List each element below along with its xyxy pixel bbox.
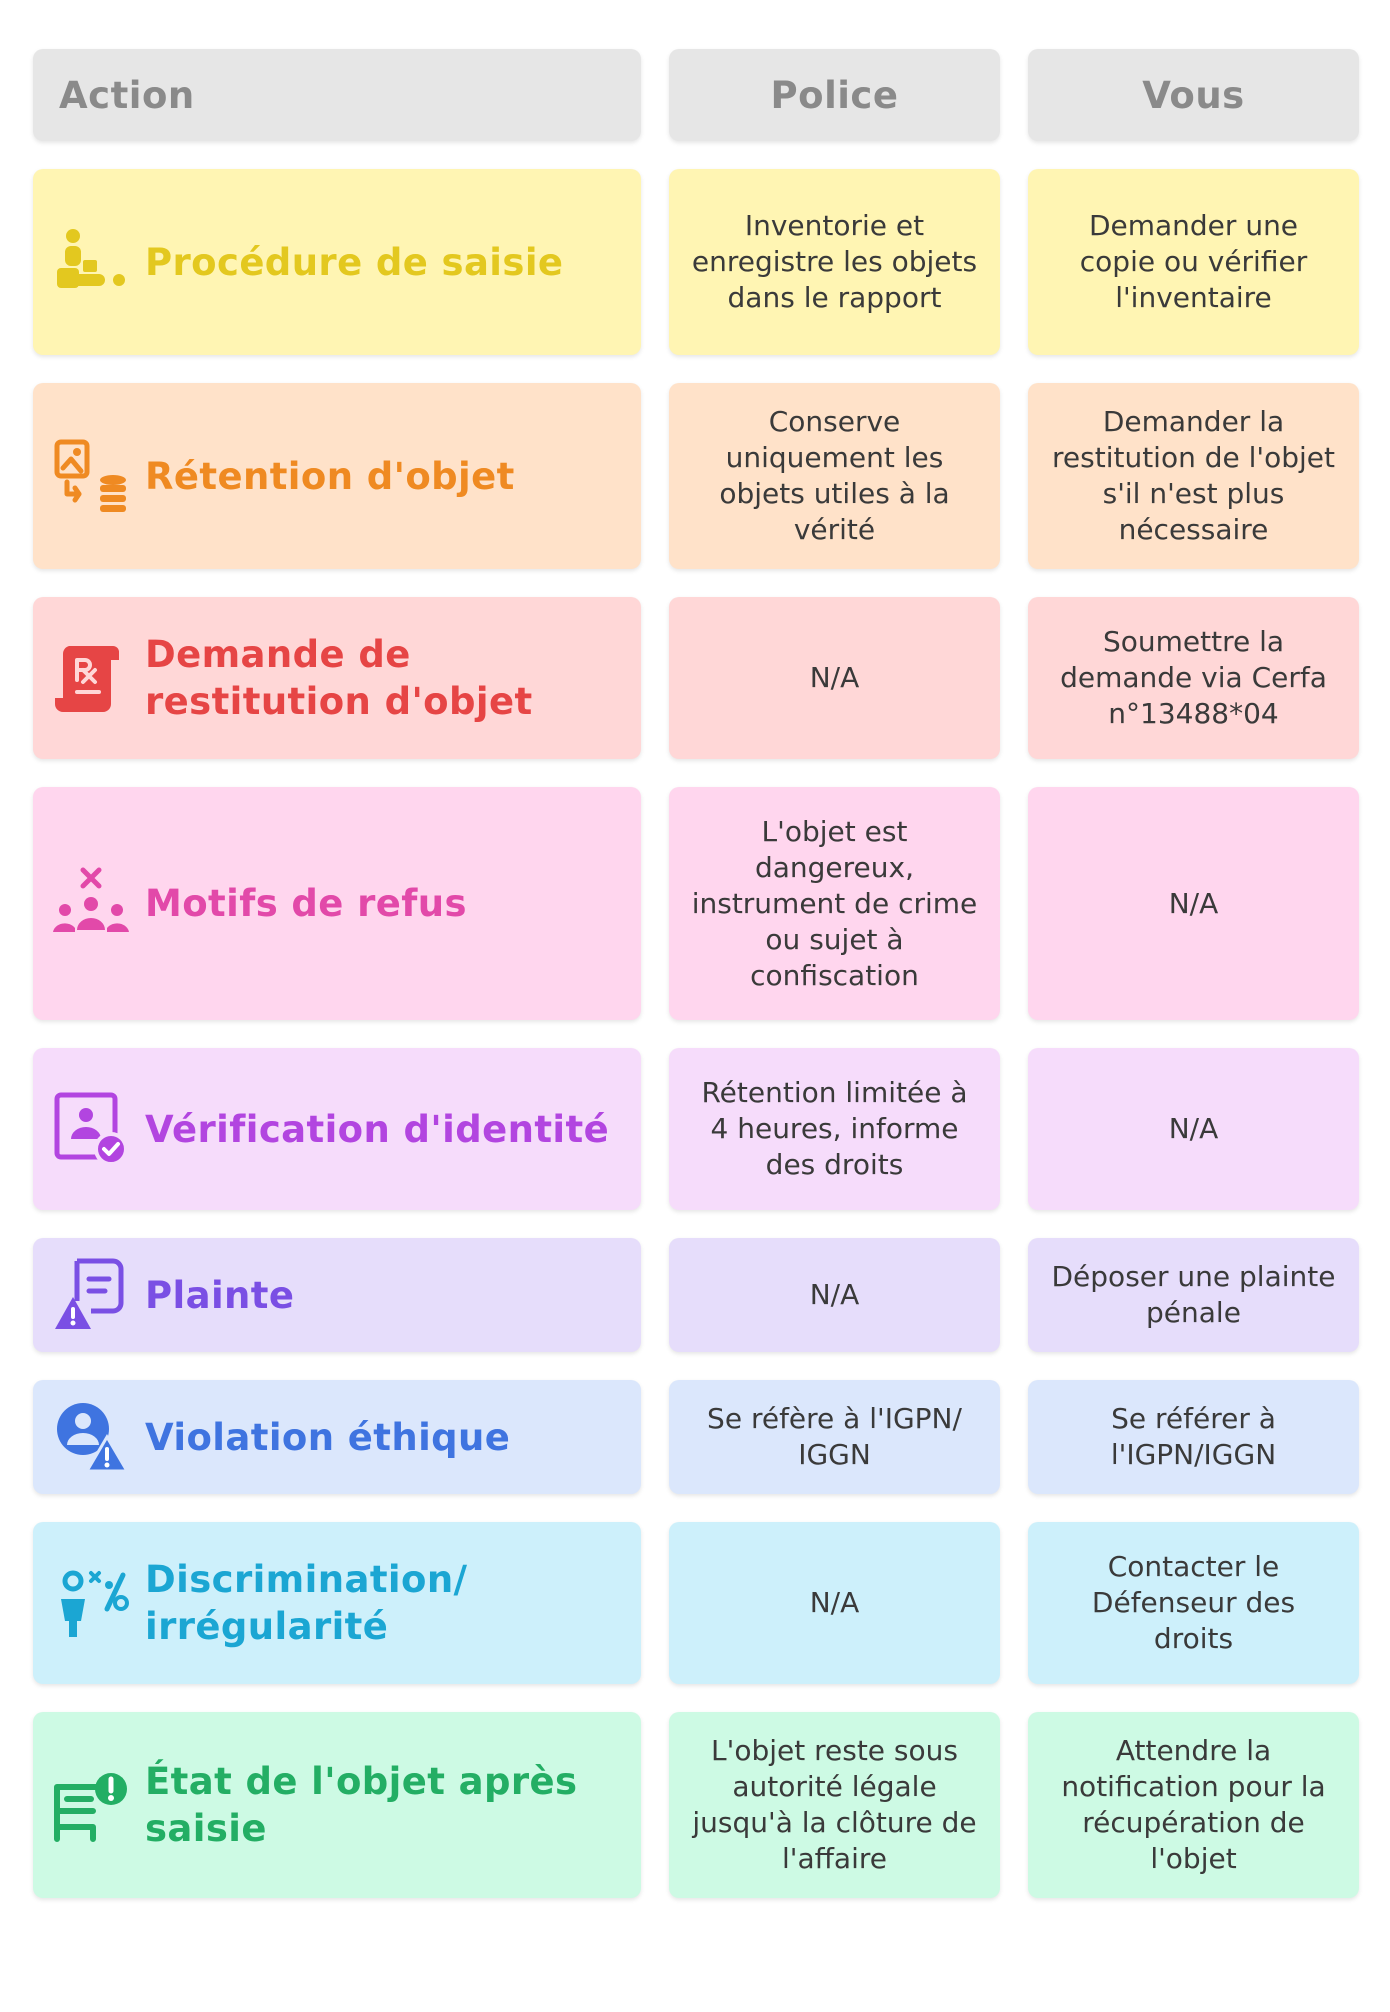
actions-table (33, 49, 1359, 1926)
action-cell (33, 169, 641, 355)
header-vous: Vous (1028, 49, 1359, 141)
action-label: Demande de restitution d'objet (145, 633, 533, 723)
action-label: Motifs de refus (145, 882, 467, 925)
table-row (33, 169, 1359, 355)
action-label: Discrimination/ irrégularité (145, 1558, 468, 1648)
table-row (33, 1380, 1359, 1494)
id-scan-check-icon (53, 1091, 129, 1167)
vous-cell: N/A (1028, 1048, 1359, 1210)
table-row (33, 787, 1359, 1020)
action-label: Vérification d'identité (145, 1107, 610, 1151)
vous-cell: Déposer une plainte pénale (1028, 1238, 1359, 1352)
action-cell (33, 1238, 641, 1352)
vous-cell: Attendre la notification pour la récupération de l'objet (1028, 1712, 1359, 1898)
police-cell: Inventorie et enregistre les objets dans le rapport (669, 169, 1000, 355)
hand-over-box-icon (53, 224, 129, 300)
action-label: Plainte (145, 1273, 295, 1317)
document-warning-icon (53, 1257, 129, 1333)
prescription-form-icon (53, 640, 129, 716)
table-row (33, 597, 1359, 759)
police-cell: N/A (669, 1522, 1000, 1684)
action-label: Rétention d'objet (145, 454, 515, 498)
person-percent-icon (53, 1565, 129, 1641)
table-row (33, 1712, 1359, 1898)
action-cell (33, 787, 641, 1020)
user-warning-icon (53, 1399, 129, 1475)
vous-cell: Demander la restitution de l'objet s'il n'est plus nécessaire (1028, 383, 1359, 569)
table-row (33, 1522, 1359, 1684)
action-cell (33, 1380, 641, 1494)
vous-cell: Soumettre la demande via Cerfa n°13488*04 (1028, 597, 1359, 759)
action-cell (33, 1522, 641, 1684)
police-cell: N/A (669, 1238, 1000, 1352)
table-row (33, 1048, 1359, 1210)
form-alert-icon (53, 1767, 129, 1843)
action-label: Procédure de saisie (145, 240, 564, 284)
vous-cell: Demander une copie ou vérifier l'inventaire (1028, 169, 1359, 355)
table-row (33, 383, 1359, 569)
police-cell: Conserve uniquement les objets utiles à la vérité (669, 383, 1000, 569)
vous-cell: N/A (1028, 787, 1359, 1020)
table-header (33, 49, 1359, 141)
image-to-database-icon (53, 438, 129, 514)
vous-cell: Se référer à l'IGPN/IGGN (1028, 1380, 1359, 1494)
group-denied-icon (53, 866, 129, 942)
police-cell: Se réfère à l'IGPN/ IGGN (669, 1380, 1000, 1494)
action-label: État de l'objet après saisie (145, 1760, 578, 1850)
action-cell (33, 383, 641, 569)
action-label: Violation éthique (145, 1415, 511, 1459)
table-row (33, 1238, 1359, 1352)
police-cell: N/A (669, 597, 1000, 759)
action-cell (33, 1048, 641, 1210)
action-cell (33, 597, 641, 759)
vous-cell: Contacter le Défenseur des droits (1028, 1522, 1359, 1684)
action-cell (33, 1712, 641, 1898)
police-cell: L'objet reste sous autorité légale jusqu'à la clôture de l'affaire (669, 1712, 1000, 1898)
police-cell: Rétention limitée à 4 heures, informe des droits (669, 1048, 1000, 1210)
header-action: Action (33, 49, 641, 141)
police-cell: L'objet est dangereux, instrument de crime ou sujet à confiscation (669, 787, 1000, 1020)
header-police: Police (669, 49, 1000, 141)
